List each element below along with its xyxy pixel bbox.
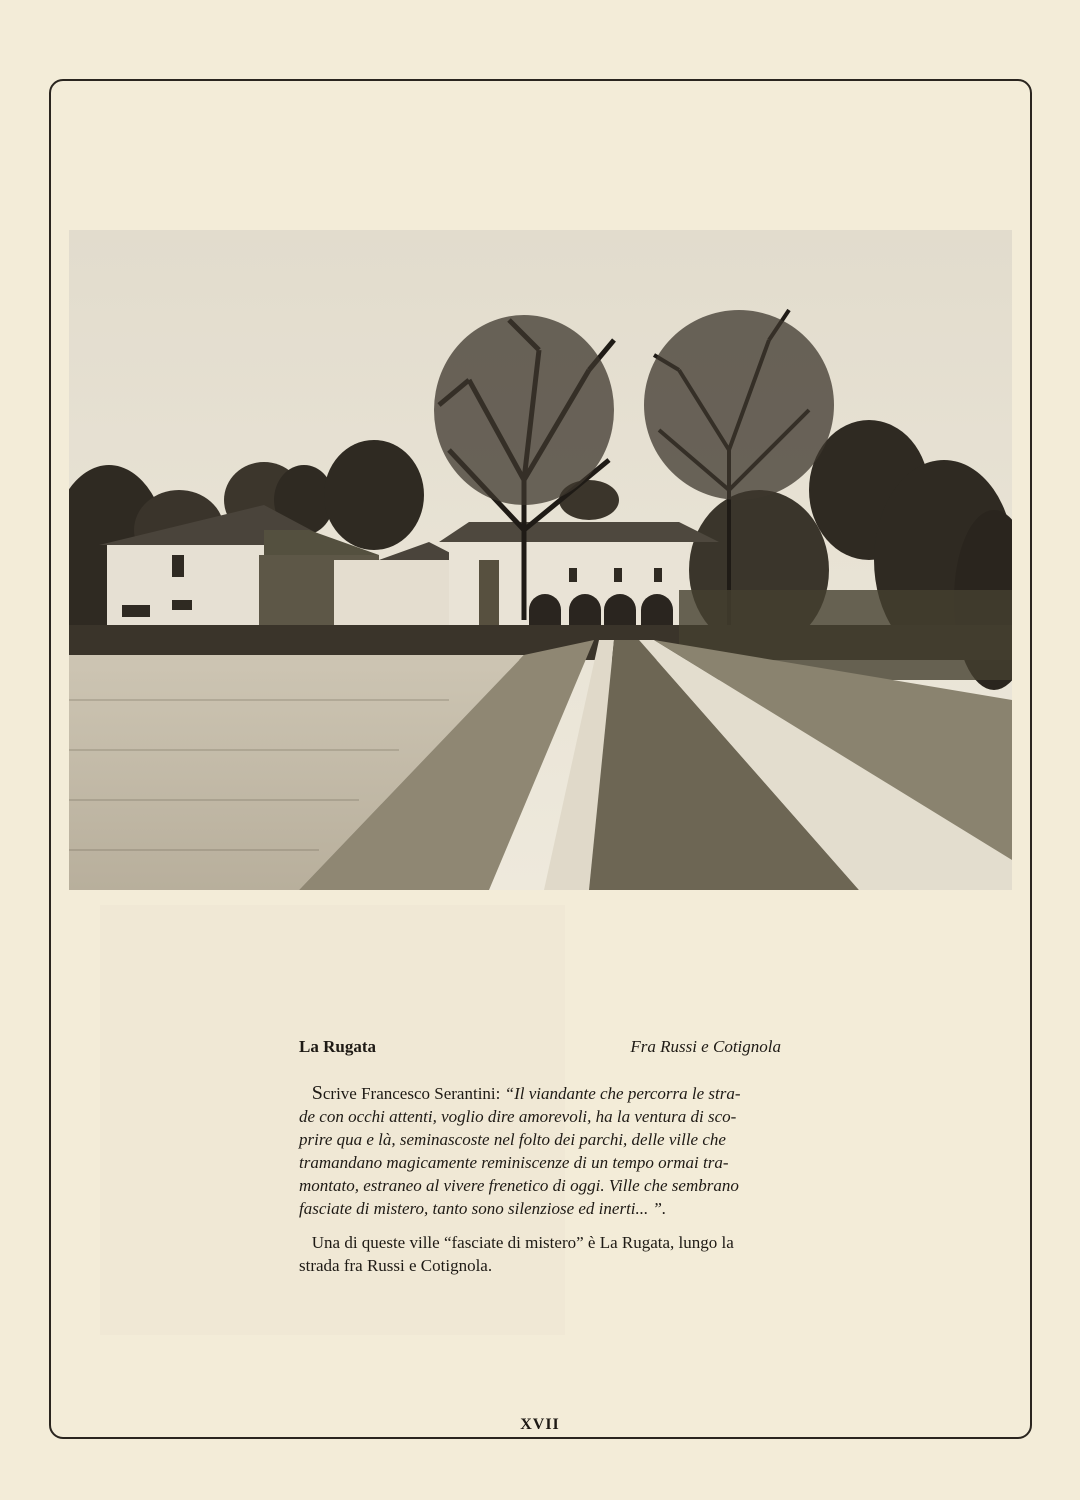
paragraph-1-lead: crive Francesco Serantini: [322,1084,505,1103]
page-number: XVII [520,1416,560,1433]
paragraph-1-line-3: prire qua e là, seminascoste nel folto dei parchi, delle ville che [299,1130,726,1149]
paragraph-1-line-5: montato, estraneo al vivere frenetico di oggi. Ville che sembrano [299,1176,739,1195]
quote-start: “Il viandante che percorra le stra- [504,1084,741,1103]
paragraph-1-line-2: de con occhi attenti, voglio dire amorevoli, ha la ventura di sco- [299,1107,737,1126]
article-title: La Rugata [299,1037,376,1056]
paragraph-1 [299,1082,783,1220]
paragraph-1-line-1 [299,1082,783,1105]
villa-photo [69,230,1012,890]
paragraph-2-line-1-text: Una di queste ville “fasciate di mistero” è La Rugata, lungo la [311,1233,734,1252]
paragraph-1-line-4: tramandano magicamente reminiscenze di un tempo ormai tra- [299,1153,729,1172]
paragraph-2-line-1 [299,1231,783,1254]
drop-cap: S [311,1082,323,1104]
paragraph-2 [299,1231,783,1277]
article-location: Fra Russi e Cotignola [630,1037,781,1056]
paragraph-1-line-6: fasciate di mistero, tanto sono silenziose ed inerti... ”. [299,1199,667,1218]
paragraph-2-line-2: strada fra Russi e Cotignola. [299,1256,493,1275]
